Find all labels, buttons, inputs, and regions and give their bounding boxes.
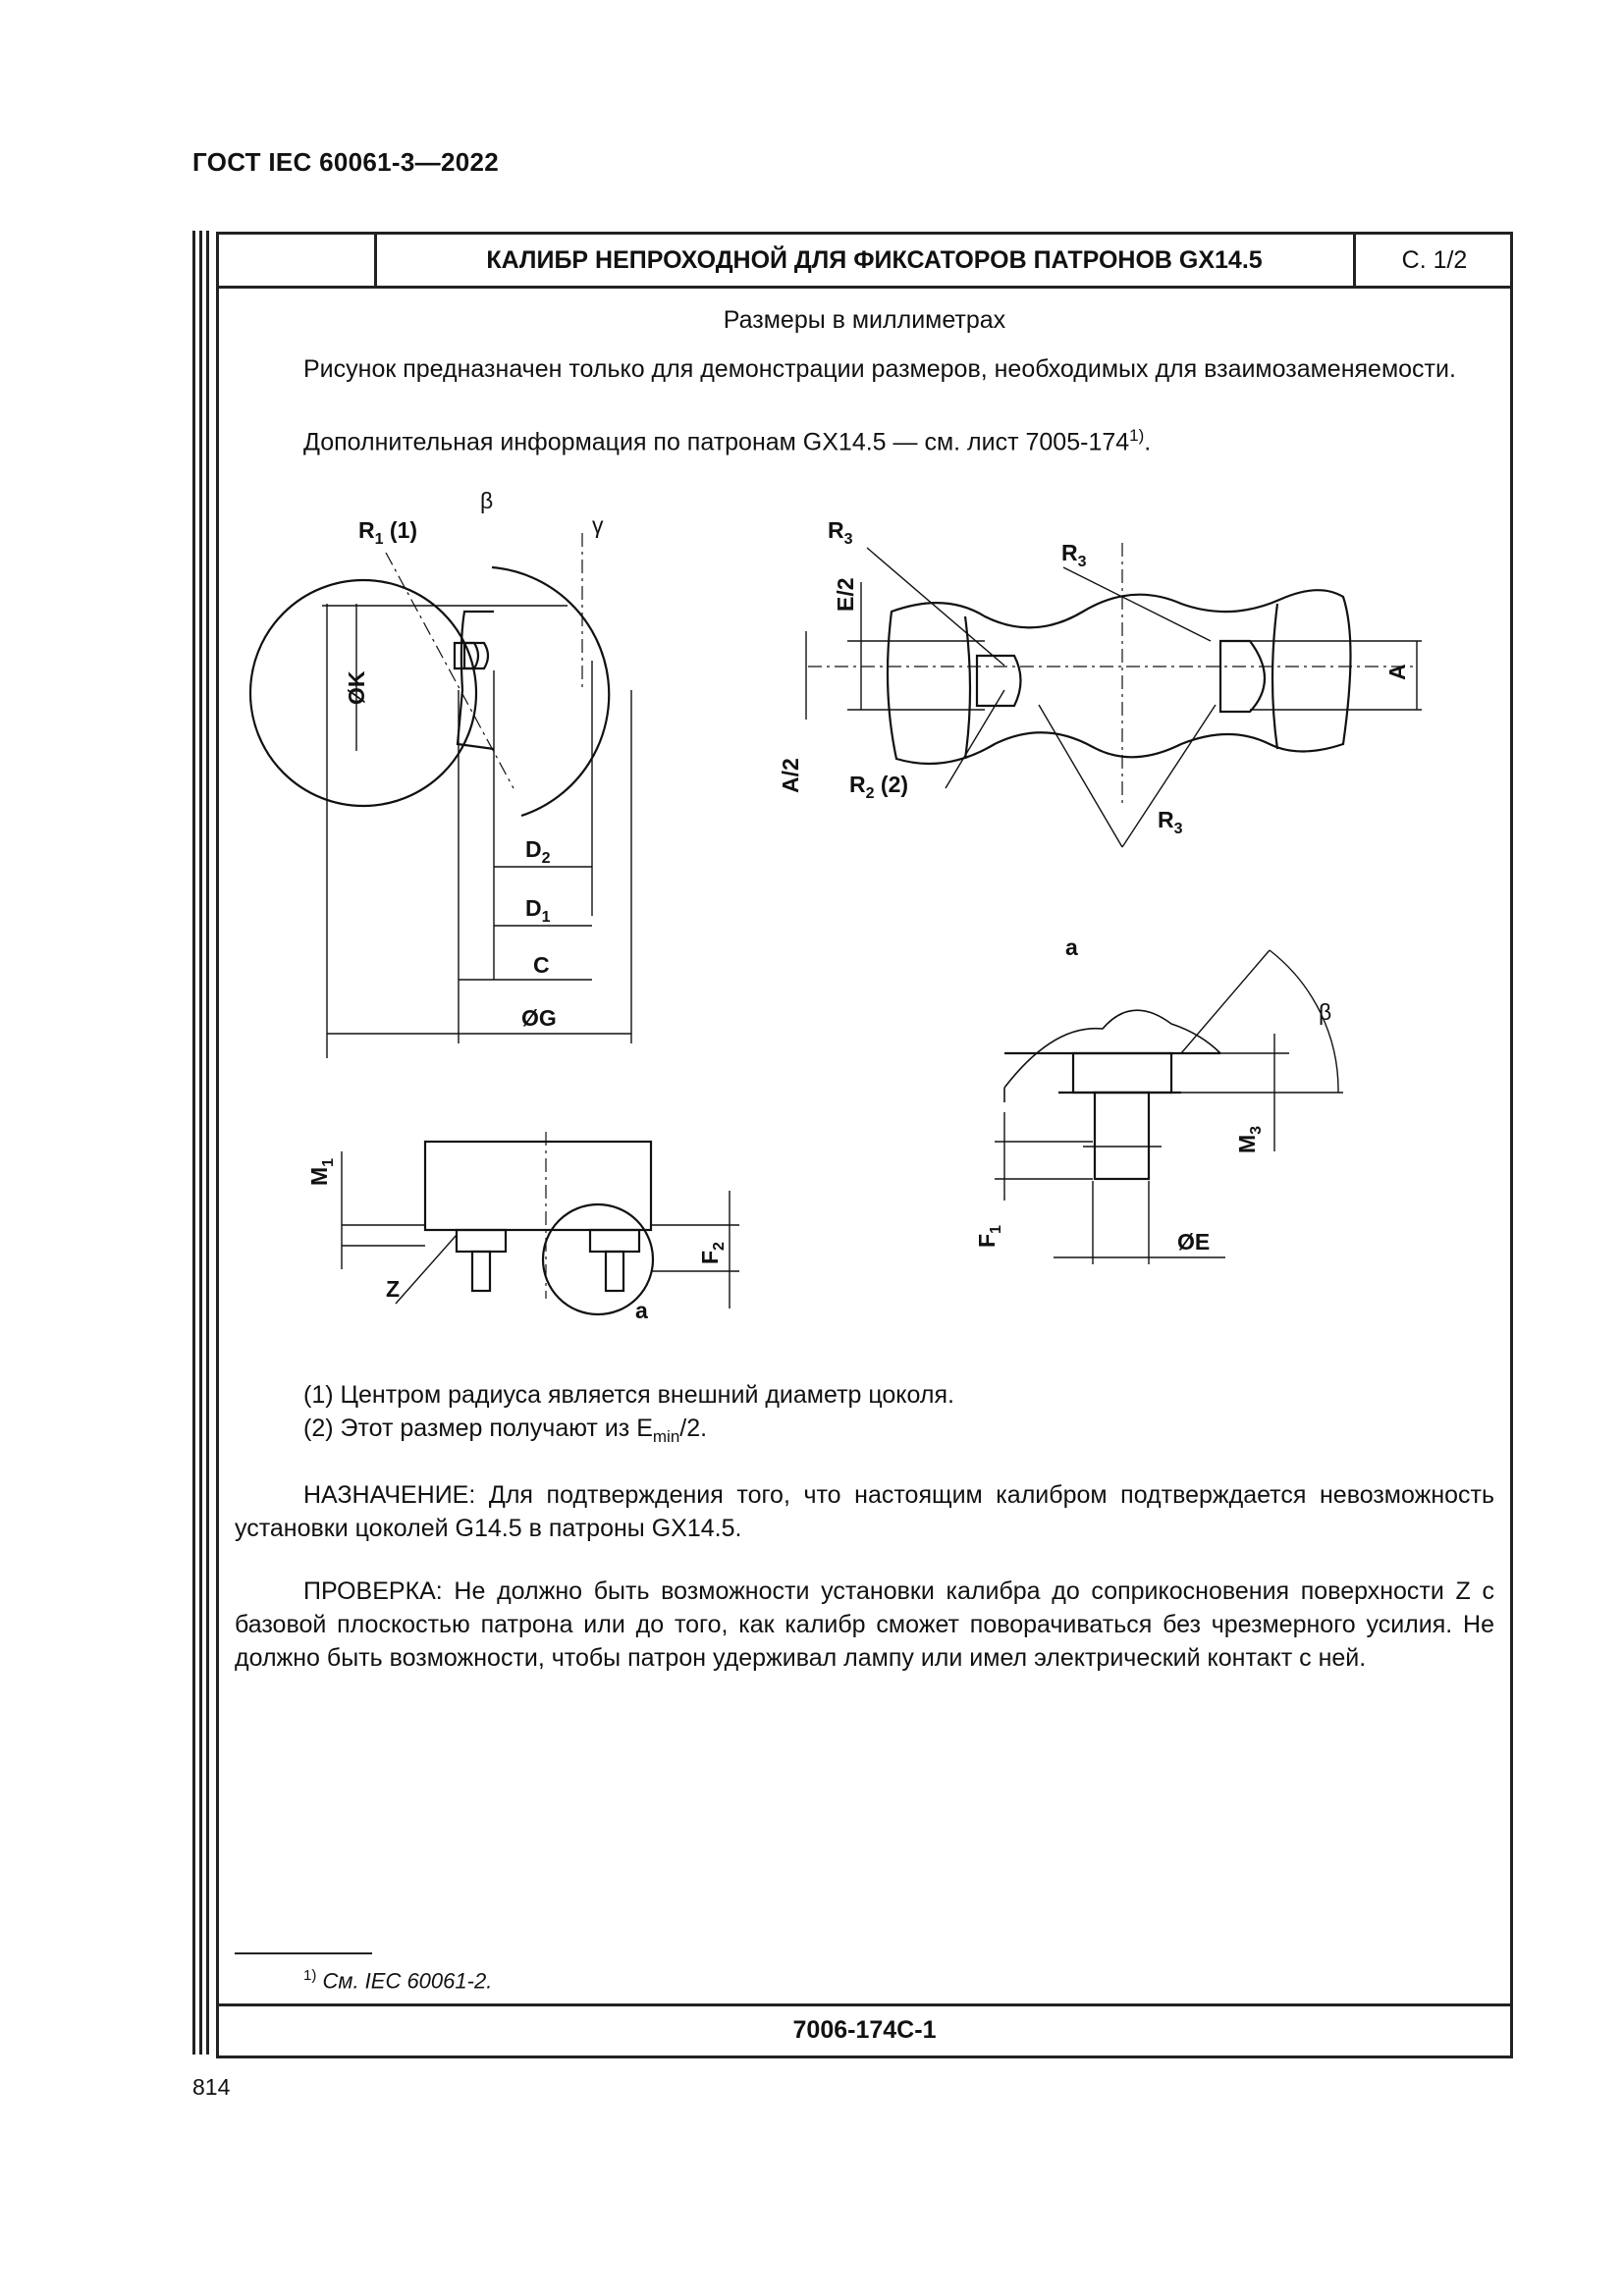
footnote: $^{1)}$ См. IEC 60061-2. [303, 1967, 493, 1994]
label-r3-bottom: $R_3$ [1158, 807, 1183, 837]
label-d2: $D_2$ [525, 836, 551, 867]
label-f2: $F_2$ [697, 1242, 728, 1264]
label-beta: β [480, 488, 494, 513]
note-1: (1) Центром радиуса является внешний диаметр цоколя. [303, 1381, 954, 1409]
sheet-footer [219, 2003, 1510, 2058]
label-g: ØG [521, 1005, 557, 1031]
sheet-page: С. 1/2 [1401, 246, 1468, 274]
note-2: (2) Этот размер получают из $E_{min}/2$. [303, 1415, 708, 1446]
gauge-body-side [425, 1142, 651, 1230]
frame-rule [192, 231, 195, 2055]
leader-r3 [1039, 705, 1122, 847]
footnote-mark: 1) [1129, 426, 1145, 445]
detail-pin [1095, 1093, 1149, 1179]
detail-collar [1073, 1053, 1171, 1093]
pin-shaft [472, 1252, 490, 1291]
leader-r3 [1063, 567, 1211, 641]
check-paragraph: ПРОВЕРКА: Не должно быть возможности установки калибра до соприкосновения поверхности Z с базовой плоскостью патрона или до того, как калибр сможет поворачиваться без чрезмерного усилия. Не должно быть возможности, чтобы патрон удерживал лампу или имел электрический контакт с ней. [235, 1577, 1494, 1672]
frame-rule [199, 231, 202, 2055]
label-gamma: γ [592, 512, 604, 538]
label-r3-top: $R_3$ [828, 517, 853, 548]
section-arc [965, 616, 970, 759]
retainer-notch-right [1220, 641, 1265, 712]
label-r1: $R_1$ (1) [358, 517, 418, 548]
label-m1: $M_1$ [306, 1157, 337, 1186]
lampholder-section [888, 590, 1351, 764]
label-a-detail: a [1065, 934, 1078, 960]
angle-leg [1181, 950, 1270, 1053]
page-number: 814 [192, 2074, 231, 2100]
header-page-cell [1353, 235, 1513, 286]
frame-rule [206, 231, 209, 2055]
sheet-title: КАЛИБР НЕПРОХОДНОЙ ДЛЯ ФИКСАТОРОВ ПАТРОНОВ GX14.5 [486, 246, 1263, 274]
intro-paragraph: Рисунок предназначен только для демонстрации размеров, необходимых для взаимозаменяемости. [303, 355, 1456, 383]
label-m3: $M_3$ [1234, 1125, 1265, 1153]
purpose-paragraph: НАЗНАЧЕНИЕ: Для подтверждения того, что настоящим калибром подтверждается невозможность установки цоколей G14.5 в патроны GX14.5. [235, 1481, 1494, 1542]
intro-reference: Дополнительная информация по патронам GX14.5 — см. лист 7005-174$^{1)}$. [303, 426, 1152, 456]
sheet-header [219, 235, 1510, 289]
header-blank-cell [219, 235, 377, 286]
label-z: Z [386, 1276, 401, 1302]
label-a: A [1384, 664, 1410, 680]
label-k: ØK [344, 670, 369, 705]
standard-designation: ГОСТ IEC 60061-3—2022 [192, 147, 499, 177]
breakline [1004, 1010, 1220, 1088]
sheet-code: 7006-174C-1 [792, 2016, 937, 2044]
label-c: C [533, 952, 550, 978]
label-e2: E/2 [833, 577, 858, 612]
section-arc [1272, 604, 1277, 749]
label-a-circle: a [635, 1298, 648, 1323]
label-r3-right: $R_3$ [1061, 540, 1087, 570]
label-d1: $D_1$ [525, 895, 551, 926]
footnote-separator [235, 1952, 372, 1954]
pin-collar [457, 1230, 506, 1252]
pin-shaft [606, 1252, 623, 1291]
label-a2: A/2 [778, 758, 803, 793]
pin-collar [590, 1230, 639, 1252]
label-f1: $F_1$ [974, 1225, 1004, 1248]
sheet-frame [216, 232, 1513, 2058]
label-beta-detail: β [1319, 999, 1332, 1025]
label-r2: $R_2$ (2) [849, 772, 909, 802]
label-e: ØE [1177, 1229, 1211, 1255]
leader-r2 [946, 690, 1004, 788]
units-note: Размеры в миллиметрах [723, 306, 1006, 334]
